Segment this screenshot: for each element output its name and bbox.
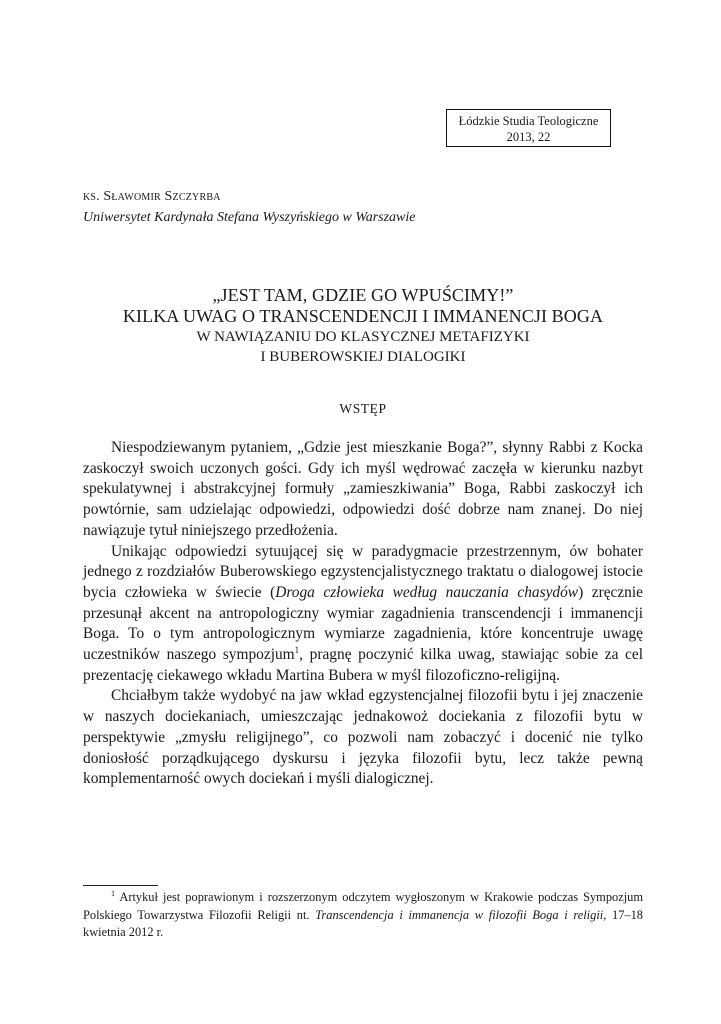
paragraph-2-part-b: ) zręcznie przesunął akcent na antropologiczny wymiar zagadnienia transcendencji i immanencji Boga. To o tym antropologicznym wymiarze zagadnienia, które koncentruje uwagę uczestników naszego sympozjum — [83, 583, 643, 664]
paragraph-2-part-c: , pragnę poczynić kilka uwag, stawiając sobie za cel prezentację ciekawego wkładu Martina Bubera w myśl filozoficzno-religijną. — [83, 646, 643, 684]
footnote — [83, 889, 643, 942]
author-name: Sławomir Szczyrba — [103, 189, 221, 204]
title-line-2: KILKA UWAG O TRANSCENDENCJI I IMMANENCJI BOGA — [122, 306, 604, 326]
footnote-divider — [83, 885, 158, 886]
paragraph-2-book-title: Droga człowieka według nauczania chasydów — [275, 583, 579, 601]
footnote-event-title: Transcendencja i immanencja w filozofii Boga i religii — [315, 907, 604, 922]
section-heading: WSTĘP — [339, 401, 387, 416]
title-line-4: I BUBEROWSKIEJ DIALOGIKI — [260, 349, 466, 365]
footnote-reference[interactable]: 1 — [294, 644, 300, 655]
paragraph-2-part-a: Unikając odpowiedzi sytuującej się w paradygmacie przestrzennym, ów bohater jednego z rozdziałów Buberowskiego egzystencjalistycznego traktatu o dialogowej istocie bycia człowieka w świecie ( — [83, 542, 643, 601]
footnote-1 — [83, 889, 643, 942]
paragraph-1: Niespodziewanym pytaniem, „Gdzie jest mieszkanie Boga?”, słynny Rabbi z Kocka zaskoczył swoich uczonych gości. Gdy ich myśl wędrować zaczęła w kierunku nazbyt spekulatywnej i abstrakcyjnej formuły „zamieszkiwania” Boga, Rabbi zaskoczył ich powtórnie, sam udzielając odpowiedzi, odpowiedzi dość dobrze nam znanej. Do niej nawiązuje tytuł niniejszego przedłożenia. — [83, 439, 643, 539]
paragraph-3: Chciałbym także wydobyć na jaw wkład egzystencjalnej filozofii bytu i jej znaczenie w naszych dociekaniach, umieszczając jednakowoż dociekania z filozofii bytu w perspektywie „zmysłu religijnego”, co pozwoli nam zobaczyć i docenić nie tylko doniosłość porządkującego dyskursu i języka filozofii bytu, lecz także pewną komplementarność owych dociekań i myśli dialogicznej. — [83, 687, 643, 788]
author-line — [83, 189, 221, 205]
journal-info-box — [446, 109, 611, 147]
journal-name: Łódzkie Studia Teologiczne — [458, 114, 599, 128]
article-body — [83, 438, 643, 790]
journal-issue: 2013, 22 — [506, 130, 551, 144]
paragraph-2 — [83, 542, 643, 687]
footnote-text-a: Artykuł jest poprawionym i rozszerzonym odczytem wygłoszonym w Krakowie podczas Sympozjum Polskiego Towarzystwa Filozofii Religii nt. — [83, 890, 643, 922]
footnote-mark: 1 — [111, 888, 115, 898]
article-title — [83, 285, 643, 367]
footnote-text-b: , 17–18 kwietnia 2012 r. — [83, 907, 643, 939]
title-line-3: W NAWIĄZANIU DO KLASYCZNEJ METAFIZYKI — [196, 329, 530, 345]
title-line-1: „JEST TAM, GDZIE GO WPUŚCIMY!” — [212, 285, 514, 305]
author-affiliation: Uniwersytet Kardynała Stefana Wyszyńskiego w Warszawie — [83, 210, 416, 225]
author-prefix: ks. — [83, 189, 100, 204]
